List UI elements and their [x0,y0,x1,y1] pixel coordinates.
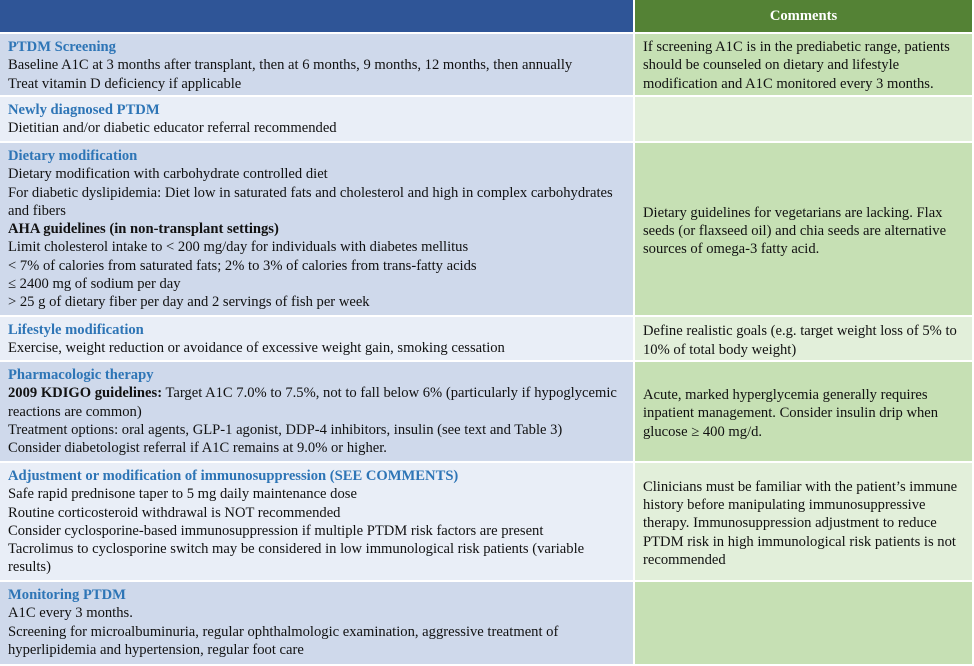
row-line: Dietary modification with carbohydrate controlled diet [8,166,328,183]
comment-text: Acute, marked hyperglycemia generally requires inpatient management. Consider insulin drip when glucose ≥ 400 mg/d. [643,387,939,440]
main-cell-ptdm-screening [0,34,635,97]
kdigo-text: Target A1C 7.0% to 7.5%, not to fall below 6% (particularly if hypoglycemic reactions are common) [8,385,617,420]
header-row [0,0,974,34]
row-line: > 25 g of dietary fiber per day and 2 servings of fish per week [8,294,370,311]
comment-cell-lifestyle-modification [635,317,974,362]
row-line: Treatment options: oral agents, GLP-1 agonist, DDP-4 inhibitors, insulin (see text and Table 3) [8,421,563,438]
row-line: Consider diabetologist referral if A1C remains at 9.0% or higher. [8,440,387,457]
comment-cell-ptdm-screening [635,34,974,97]
section-title: Adjustment or modification of immunosuppression (SEE COMMENTS) [8,468,459,484]
section-title: Pharmacologic therapy [8,367,154,383]
row-line: A1C every 3 months. [8,605,133,622]
header-comments-cell: Comments [635,0,974,34]
row-line: Consider cyclosporine-based immunosuppression if multiple PTDM risk factors are present [8,522,544,539]
comment-text: Define realistic goals (e.g. target weight loss of 5% to 10% of total body weight) [643,323,957,358]
table-row-lifestyle-modification [0,317,974,362]
table-row-monitoring [0,582,974,666]
row-line: Dietitian and/or diabetic educator referral recommended [8,120,337,137]
comment-text: Clinicians must be familiar with the patient’s immune history before manipulating immunosuppressive therapy. Immunosuppression adjustment to reduce PTDM risk in high immunological risk patients is not recommended [643,478,958,568]
row-line: Screening for microalbuminuria, regular ophthalmologic examination, aggressive treatment of hyperlipidemia and hypertension, regular foot care [8,623,559,658]
comment-text: If screening A1C is in the prediabetic range, patients should be counseled on dietary and lifestyle modification and A1C monitored every 3 months. [643,39,950,92]
section-title: Monitoring PTDM [8,587,126,603]
row-line: Tacrolimus to cyclosporine switch may be considered in low immunological risk patients (variable results) [8,541,585,576]
section-title: Lifestyle modification [8,322,144,338]
comment-cell-immunosuppression [635,463,974,582]
table-row-newly-diagnosed [0,97,974,143]
kdigo-line [8,384,625,421]
main-cell-dietary-modification [0,143,635,317]
row-line: Treat vitamin D deficiency if applicable [8,75,242,92]
row-line: Baseline A1C at 3 months after transplant, then at 6 months, 9 months, 12 months, then annually [8,57,573,74]
section-title: PTDM Screening [8,39,116,55]
comment-cell-dietary-modification [635,143,974,317]
main-cell-monitoring [0,582,635,666]
row-line: For diabetic dyslipidemia: Diet low in saturated fats and cholesterol and high in complex carbohydrates and fibers [8,184,613,219]
table-row-pharmacologic-therapy [0,362,974,463]
aha-guidelines-heading: AHA guidelines (in non-transplant settings) [8,221,279,238]
header-left-cell [0,0,635,34]
row-line: Safe rapid prednisone taper to 5 mg daily maintenance dose [8,486,357,503]
row-line: Limit cholesterol intake to < 200 mg/day for individuals with diabetes mellitus [8,239,469,256]
section-title: Dietary modification [8,148,138,164]
comment-cell-newly-diagnosed [635,97,974,143]
comment-text: Dietary guidelines for vegetarians are lacking. Flax seeds (or flaxseed oil) and chia seeds are alternative sources of omega-3 fatty acid. [643,204,947,258]
row-line: Exercise, weight reduction or avoidance of excessive weight gain, smoking cessation [8,340,505,357]
comment-cell-pharmacologic-therapy [635,362,974,463]
table-row-dietary-modification [0,143,974,317]
section-title: Newly diagnosed PTDM [8,102,160,118]
row-line: Routine corticosteroid withdrawal is NOT recommended [8,504,341,521]
main-cell-lifestyle-modification [0,317,635,362]
table-row-immunosuppression [0,463,974,582]
main-cell-pharmacologic-therapy [0,362,635,463]
main-cell-immunosuppression [0,463,635,582]
kdigo-label: 2009 KDIGO guidelines: [8,385,163,402]
comment-cell-monitoring [635,582,974,666]
row-line: ≤ 2400 mg of sodium per day [8,276,181,293]
main-cell-newly-diagnosed [0,97,635,143]
table-row-ptdm-screening [0,34,974,97]
row-line: < 7% of calories from saturated fats; 2% to 3% of calories from trans-fatty acids [8,257,477,274]
